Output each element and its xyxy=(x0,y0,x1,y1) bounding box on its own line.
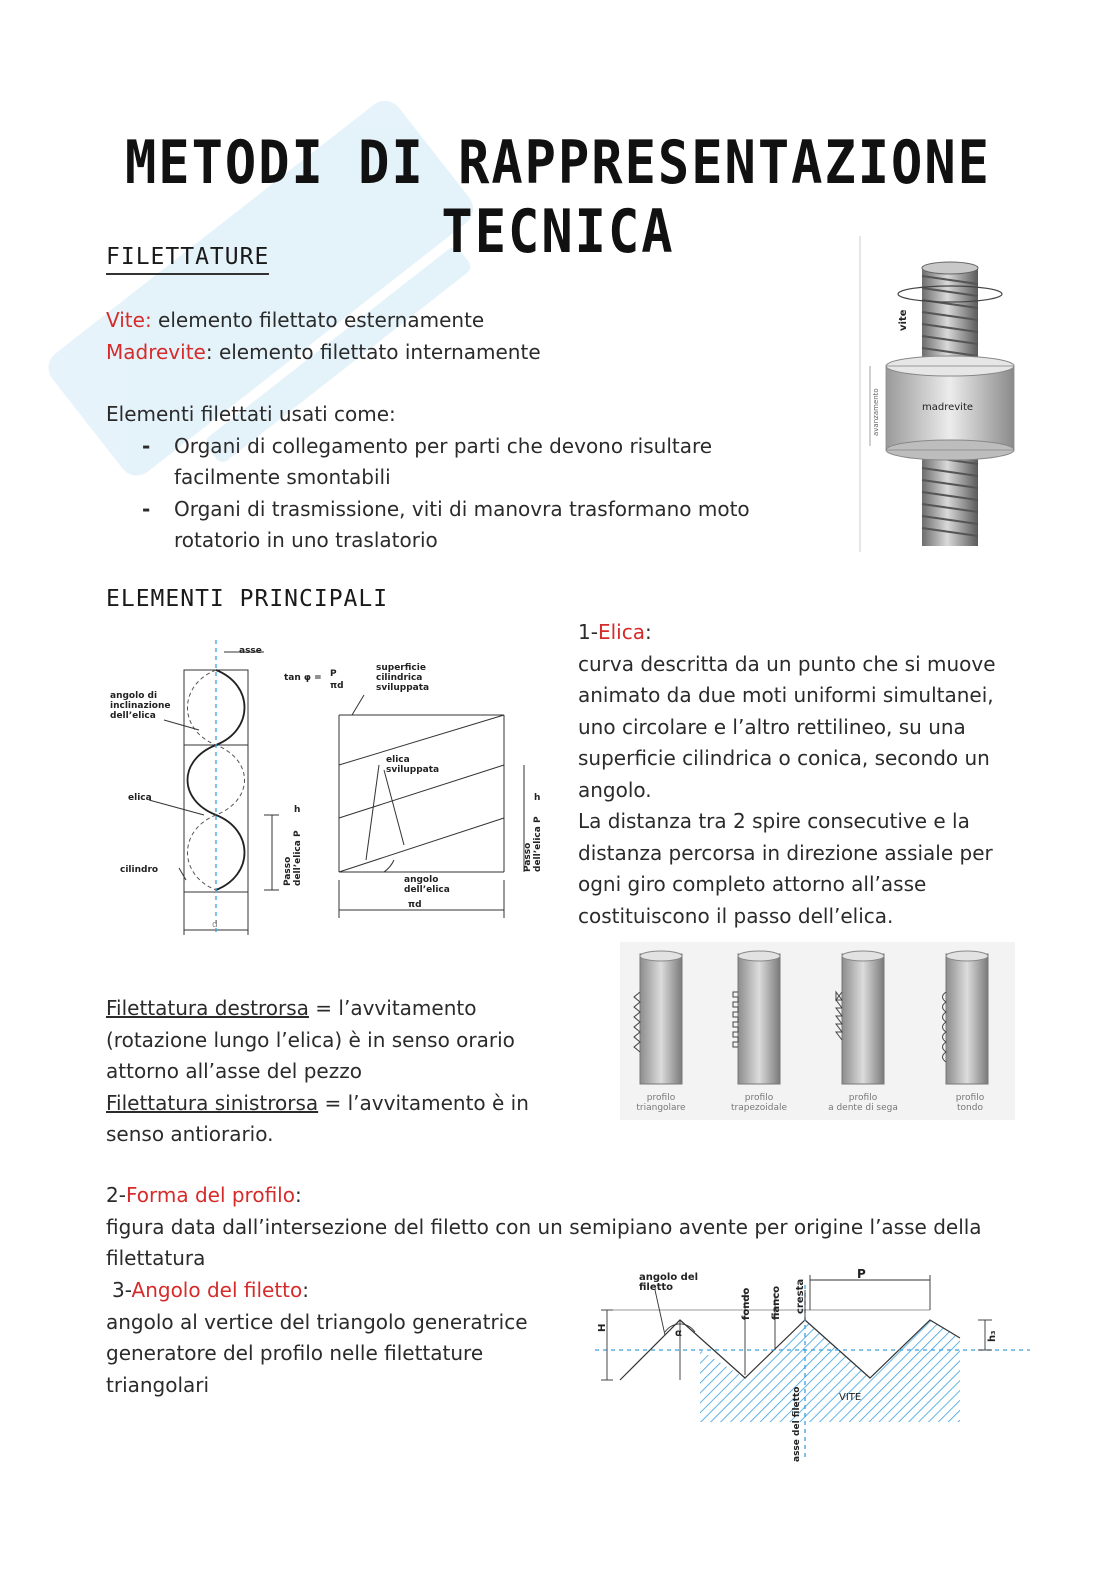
uses-list-item: - Organi di collegamento per parti che devono risultare facilmente smontabili xyxy=(106,431,796,494)
helix-tan-p: P xyxy=(330,669,337,679)
thread-angolo-1: angolo del xyxy=(639,1272,699,1283)
elica-block xyxy=(578,617,1008,932)
helix-diagram xyxy=(104,640,549,940)
helix-angolo-elica-1: angolo xyxy=(404,875,439,885)
angolo-heading xyxy=(106,1275,576,1307)
thread-profiles-image xyxy=(620,942,1015,1120)
profile-label-4a: profilo xyxy=(955,1093,985,1103)
direction-block xyxy=(106,993,556,1151)
elica-definition: curva descritta da un punto che si muove animato da due moti uniformi simultanei, uno circolare e l’altro rettilineo, su una superficie cilindrica o conica, secondo un angolo. xyxy=(578,651,996,802)
angolo-definition: angolo al vertice del triangolo generatrice generatore del profilo nelle filettature triangolari xyxy=(106,1309,528,1397)
madrevite-definition xyxy=(106,337,826,369)
helix-passo-1: Passo xyxy=(283,856,293,886)
helix-h-label-right: h xyxy=(534,793,541,803)
destrorsa-text: = l’avvitamento (rotazione lungo l’elica) è in senso orario attorno all’asse del pezzo xyxy=(106,996,515,1083)
elica-colon: : xyxy=(644,620,652,644)
screw-madrevite-label: madrevite xyxy=(922,402,974,413)
profile-dente-di-sega-drawing xyxy=(836,951,884,1084)
vite-definition xyxy=(106,305,826,337)
profile-label-2a: profilo xyxy=(744,1093,774,1103)
thread-fondo-label: fondo xyxy=(741,1287,752,1320)
thread-h-label: H xyxy=(597,1323,608,1332)
sinistrorsa-definition xyxy=(106,1088,556,1151)
helix-passo-right-2: dell’elica P xyxy=(533,816,543,872)
screw-vite-label: vite xyxy=(898,309,909,331)
angolo-colon: : xyxy=(302,1278,309,1302)
uses-list xyxy=(106,431,796,557)
uses-list-item: - Organi di trasmissione, viti di manovra trasformano moto rotatorio in uno traslatorio xyxy=(106,494,796,557)
madrevite-text: : elemento filettato internamente xyxy=(205,339,541,364)
thread-alpha-label: α xyxy=(675,1328,682,1339)
helix-pid-bottom: πd xyxy=(408,900,422,910)
profilo-label: Forma del profilo xyxy=(125,1183,295,1207)
thread-angle-diagram xyxy=(595,1250,1035,1465)
profilo-heading xyxy=(106,1180,1006,1212)
helix-d-label: d xyxy=(212,920,218,930)
thread-angolo-2: filetto xyxy=(639,1282,674,1293)
profile-tondo-drawing xyxy=(943,951,989,1084)
helix-angolo-elica-2: dell’elica xyxy=(404,885,450,895)
sinistrorsa-label: Filettatura sinistrorsa xyxy=(106,1090,319,1115)
vite-label: Vite: xyxy=(106,308,152,332)
helix-cilindro-label: cilindro xyxy=(120,865,159,875)
helix-passo-right-1: Passo xyxy=(523,842,533,872)
thread-vite-label: VITE xyxy=(839,1392,862,1403)
elica-label: Elica xyxy=(597,620,645,644)
angolo-number: 3- xyxy=(112,1278,132,1302)
helix-asse-label: asse xyxy=(239,646,262,656)
profile-label-1b: triangolare xyxy=(636,1103,686,1113)
helix-angolo-3: dell’elica xyxy=(110,711,156,721)
helix-superficie-2: cilindrica xyxy=(376,673,423,683)
destrorsa-label: Filettatura destrorsa xyxy=(106,996,309,1020)
profile-trapezoidale-drawing xyxy=(733,951,780,1084)
screw-nut-illustration xyxy=(858,236,1028,552)
profilo-colon: : xyxy=(294,1183,302,1207)
profile-label-2b: trapezoidale xyxy=(731,1103,787,1113)
angolo-label: Angolo del filetto xyxy=(131,1278,303,1302)
sinistrorsa-text: = l’avvitamento è in senso antiorario. xyxy=(106,1090,529,1146)
vite-text: elemento filettato esternamente xyxy=(151,308,485,332)
helix-angolo-2: inclinazione xyxy=(110,701,171,711)
section-heading-elementi: ELEMENTI PRINCIPALI xyxy=(106,586,389,612)
helix-elica-svil-2: sviluppata xyxy=(386,765,440,775)
angolo-block xyxy=(106,1275,576,1401)
thread-cresta-label: cresta xyxy=(795,1278,806,1314)
thread-asse-label: asse del filetto xyxy=(792,1386,802,1462)
screw-avanzamento-label: avanzamento xyxy=(872,388,880,436)
section-heading-filettature: FILETTATURE xyxy=(106,244,269,275)
elica-heading xyxy=(578,617,1008,649)
passo-definition: La distanza tra 2 spire consecutive e la distanza percorsa in direzione assiale per ogni giro completo attorno all’asse costituiscono il passo dell’elica. xyxy=(578,809,993,928)
profile-label-3a: profilo xyxy=(848,1093,878,1103)
helix-passo-2: dell’elica P xyxy=(293,830,303,886)
thread-profiles-drawing xyxy=(620,942,1015,1120)
helix-h-label: h xyxy=(294,805,301,815)
helix-elica-label: elica xyxy=(128,793,152,803)
profile-triangolare-drawing xyxy=(634,951,682,1084)
madrevite-label: Madrevite xyxy=(106,339,206,364)
profile-label-4b: tondo xyxy=(957,1103,983,1113)
profile-label-1a: profilo xyxy=(646,1093,676,1103)
page-title: METODI DI RAPPRESENTAZIONE TECNICA xyxy=(125,129,991,267)
thread-p-label: P xyxy=(857,1267,866,1281)
profilo-number: 2- xyxy=(106,1183,126,1207)
destrorsa-definition xyxy=(106,993,556,1088)
helix-angolo-1: angolo di xyxy=(110,691,158,701)
thread-h3-label: h₃ xyxy=(987,1330,998,1342)
profilo-definition: figura data dall’intersezione del filetto con un semipiano avente per origine l’asse della filettatura xyxy=(106,1214,982,1270)
uses-intro: Elementi filettati usati come: xyxy=(106,402,396,426)
helix-tan-label: tan φ = xyxy=(284,673,322,683)
helix-superficie-3: sviluppata xyxy=(376,683,430,693)
profile-label-3b: a dente di sega xyxy=(828,1103,898,1113)
definitions-block xyxy=(106,305,826,557)
helix-superficie-1: superficie xyxy=(376,663,426,673)
helix-elica-svil-1: elica xyxy=(386,755,410,765)
helix-tan-pid: πd xyxy=(330,681,344,691)
elica-number: 1- xyxy=(578,620,598,644)
thread-fianco-label: fianco xyxy=(771,1285,782,1320)
